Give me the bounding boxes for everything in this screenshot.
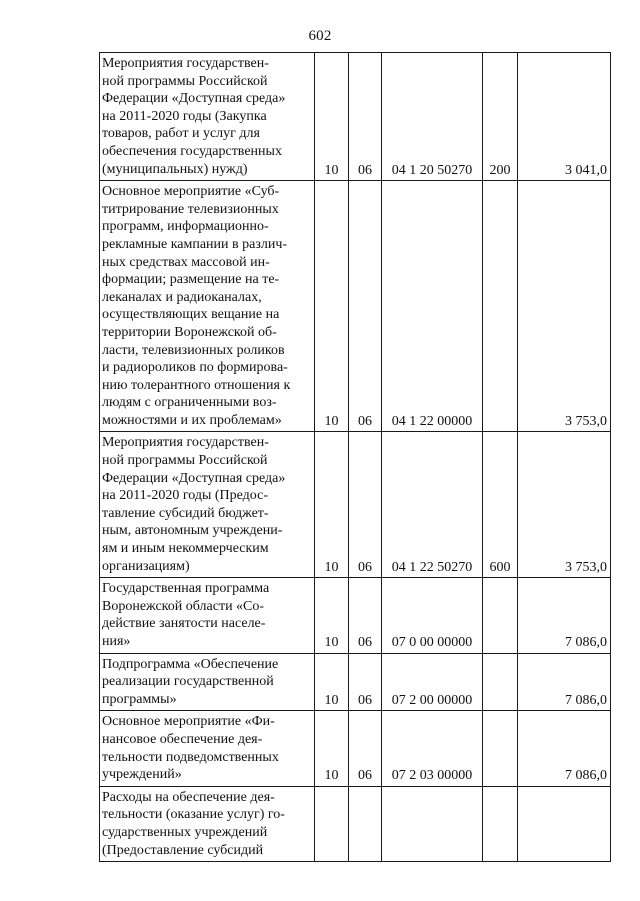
expense-type-cell: [483, 432, 518, 578]
expense-type-value: 200: [489, 162, 511, 178]
expense-name-line: Мероприятия государствен-: [102, 56, 269, 71]
subsection-code-value: 06: [358, 692, 372, 708]
amount-value: [518, 860, 607, 861]
target-article-value: 07 0 00 00000: [391, 635, 473, 650]
subsection-code-value: 06: [358, 768, 372, 784]
expense-name-line: тельности подведомственных: [102, 749, 279, 765]
expense-name-line: учреждений»: [102, 767, 182, 783]
page-number: 602: [308, 28, 332, 44]
amount-value: 7 086,0: [565, 768, 607, 784]
amount-cell: [518, 53, 611, 181]
expense-name-line: организациям): [102, 558, 190, 574]
expense-name-line: реализации государственной: [102, 674, 274, 690]
section-code-cell: [315, 786, 349, 861]
expense-name-line: ным, автономным учреждени-: [102, 523, 283, 539]
expense-name-cell: [100, 653, 315, 711]
section-code-value: 10: [324, 413, 339, 429]
target-article-cell: [382, 711, 483, 786]
section-code-cell: [315, 432, 349, 578]
expense-name-line: леканалах и радиоканалах,: [102, 289, 262, 305]
amount-value: 3 041,0: [565, 162, 607, 178]
amount-cell: [518, 653, 611, 711]
expense-name-cell: [100, 181, 315, 432]
amount-value: 7 086,0: [565, 692, 607, 708]
expense-name-line: Федерации «Доступная среда»: [102, 91, 286, 107]
amount-cell: [518, 786, 611, 861]
expense-name-line: товаров, работ и услуг для: [102, 126, 260, 142]
table-row: [100, 786, 611, 861]
subsection-code-value: 06: [358, 635, 372, 650]
expense-name-line: формации; размещение на те-: [102, 272, 280, 288]
expense-name-line: ных средствах массовой ин-: [102, 254, 270, 270]
amount-cell: [518, 578, 611, 653]
expense-name-cell: [100, 578, 315, 653]
expense-name-line: Основное мероприятие «Суб-: [102, 184, 280, 200]
expense-type-cell: [483, 786, 518, 861]
expense-name-line: ям и иным некоммерческим: [102, 541, 269, 557]
expense-name-line: Подпрограмма «Обеспечение: [102, 656, 279, 672]
table-row: [100, 181, 611, 432]
expense-name-line: программы»: [102, 691, 177, 707]
section-code-value: 10: [324, 768, 339, 784]
expense-name-line: нансовое обеспечение дея-: [102, 731, 263, 747]
target-article-cell: [382, 578, 483, 653]
expense-name-cell: [100, 432, 315, 578]
expense-type-cell: [483, 181, 518, 432]
target-article-value: [382, 860, 482, 861]
expense-name-line: ния»: [102, 634, 131, 649]
subsection-code-value: 06: [358, 162, 372, 178]
section-code-cell: [315, 711, 349, 786]
target-article-value: 04 1 20 50270: [391, 162, 473, 178]
target-article-value: 07 2 03 00000: [391, 768, 473, 784]
expense-name-line: ласти, телевизионных роликов: [102, 342, 285, 358]
expense-name-line: Государственная программа: [102, 581, 270, 597]
expense-name-line: тельности (оказание услуг) го-: [102, 807, 285, 823]
amount-value: 7 086,0: [565, 635, 607, 650]
target-article-cell: [382, 53, 483, 181]
section-code-cell: [315, 578, 349, 653]
section-code-value: 10: [324, 692, 339, 708]
subsection-code-cell: [349, 711, 382, 786]
expense-name-line: программ, информационно-: [102, 219, 269, 235]
section-code-cell: [315, 53, 349, 181]
expense-name-line: Воронежской области «Со-: [102, 598, 265, 614]
budget-table: [99, 52, 611, 862]
target-article-cell: [382, 786, 483, 861]
section-code-value: 10: [324, 559, 339, 575]
subsection-code-value: [349, 860, 381, 861]
amount-value: 3 753,0: [565, 413, 607, 429]
expense-name-line: Основное мероприятие «Фи-: [102, 714, 275, 730]
expense-type-cell: [483, 711, 518, 786]
expense-name-line: (Предоставление субсидий: [102, 842, 264, 858]
subsection-code-cell: [349, 53, 382, 181]
expense-name-line: (муниципальных) нужд): [102, 161, 248, 177]
expense-name-line: тавление субсидий бюджет-: [102, 505, 269, 521]
expense-name-line: на 2011-2020 годы (Предос-: [102, 488, 269, 504]
target-article-cell: [382, 181, 483, 432]
section-code-value: 10: [324, 162, 339, 178]
expense-name-line: людям с ограниченными воз-: [102, 395, 277, 411]
target-article-cell: [382, 432, 483, 578]
section-code-cell: [315, 653, 349, 711]
expense-name-line: обеспечения государственных: [102, 143, 282, 159]
subsection-code-cell: [349, 653, 382, 711]
expense-name-line: сударственных учреждений: [102, 824, 268, 840]
budget-table-body: [100, 53, 611, 862]
section-code-cell: [315, 181, 349, 432]
amount-cell: [518, 432, 611, 578]
subsection-code-cell: [349, 181, 382, 432]
table-row: [100, 711, 611, 786]
subsection-code-value: 06: [358, 413, 372, 429]
expense-name-line: и радиороликов по формирова-: [102, 360, 288, 376]
subsection-code-cell: [349, 578, 382, 653]
target-article-value: 07 2 00 00000: [391, 692, 473, 708]
expense-name-line: рекламные кампании в различ-: [102, 236, 288, 252]
expense-name-line: ной программы Российской: [102, 73, 268, 89]
expense-type-cell: [483, 53, 518, 181]
subsection-code-cell: [349, 432, 382, 578]
expense-name-line: можностями и их проблемам»: [102, 412, 282, 428]
expense-name-line: Мероприятия государствен-: [102, 435, 269, 451]
expense-name-cell: [100, 53, 315, 181]
target-article-cell: [382, 653, 483, 711]
subsection-code-cell: [349, 786, 382, 861]
subsection-code-value: 06: [358, 559, 372, 575]
table-row: [100, 578, 611, 653]
target-article-value: 04 1 22 50270: [391, 559, 473, 575]
expense-name-line: Расходы на обеспечение дея-: [102, 789, 275, 805]
expense-name-cell: [100, 786, 315, 861]
section-code-value: [315, 860, 348, 861]
expense-name-line: Федерации «Доступная среда»: [102, 470, 286, 486]
expense-name-line: территории Воронежской об-: [102, 324, 277, 340]
amount-cell: [518, 711, 611, 786]
expense-name-line: действие занятости населе-: [102, 616, 266, 632]
expense-name-line: нию толерантного отношения к: [102, 377, 291, 393]
expense-name-line: на 2011-2020 годы (Закупка: [102, 108, 267, 124]
amount-value: 3 753,0: [565, 559, 607, 575]
table-row: [100, 53, 611, 181]
amount-cell: [518, 181, 611, 432]
expense-name-line: титрирование телевизионных: [102, 201, 279, 217]
table-row: [100, 653, 611, 711]
table-row: [100, 432, 611, 578]
expense-type-cell: [483, 578, 518, 653]
expense-type-value: [483, 860, 517, 861]
section-code-value: 10: [324, 635, 339, 650]
expense-name-cell: [100, 711, 315, 786]
target-article-value: 04 1 22 00000: [391, 413, 473, 429]
expense-name-line: осуществляющих вещание на: [102, 307, 280, 323]
expense-type-cell: [483, 653, 518, 711]
expense-name-line: ной программы Российской: [102, 453, 268, 469]
expense-type-value: 600: [489, 559, 511, 575]
